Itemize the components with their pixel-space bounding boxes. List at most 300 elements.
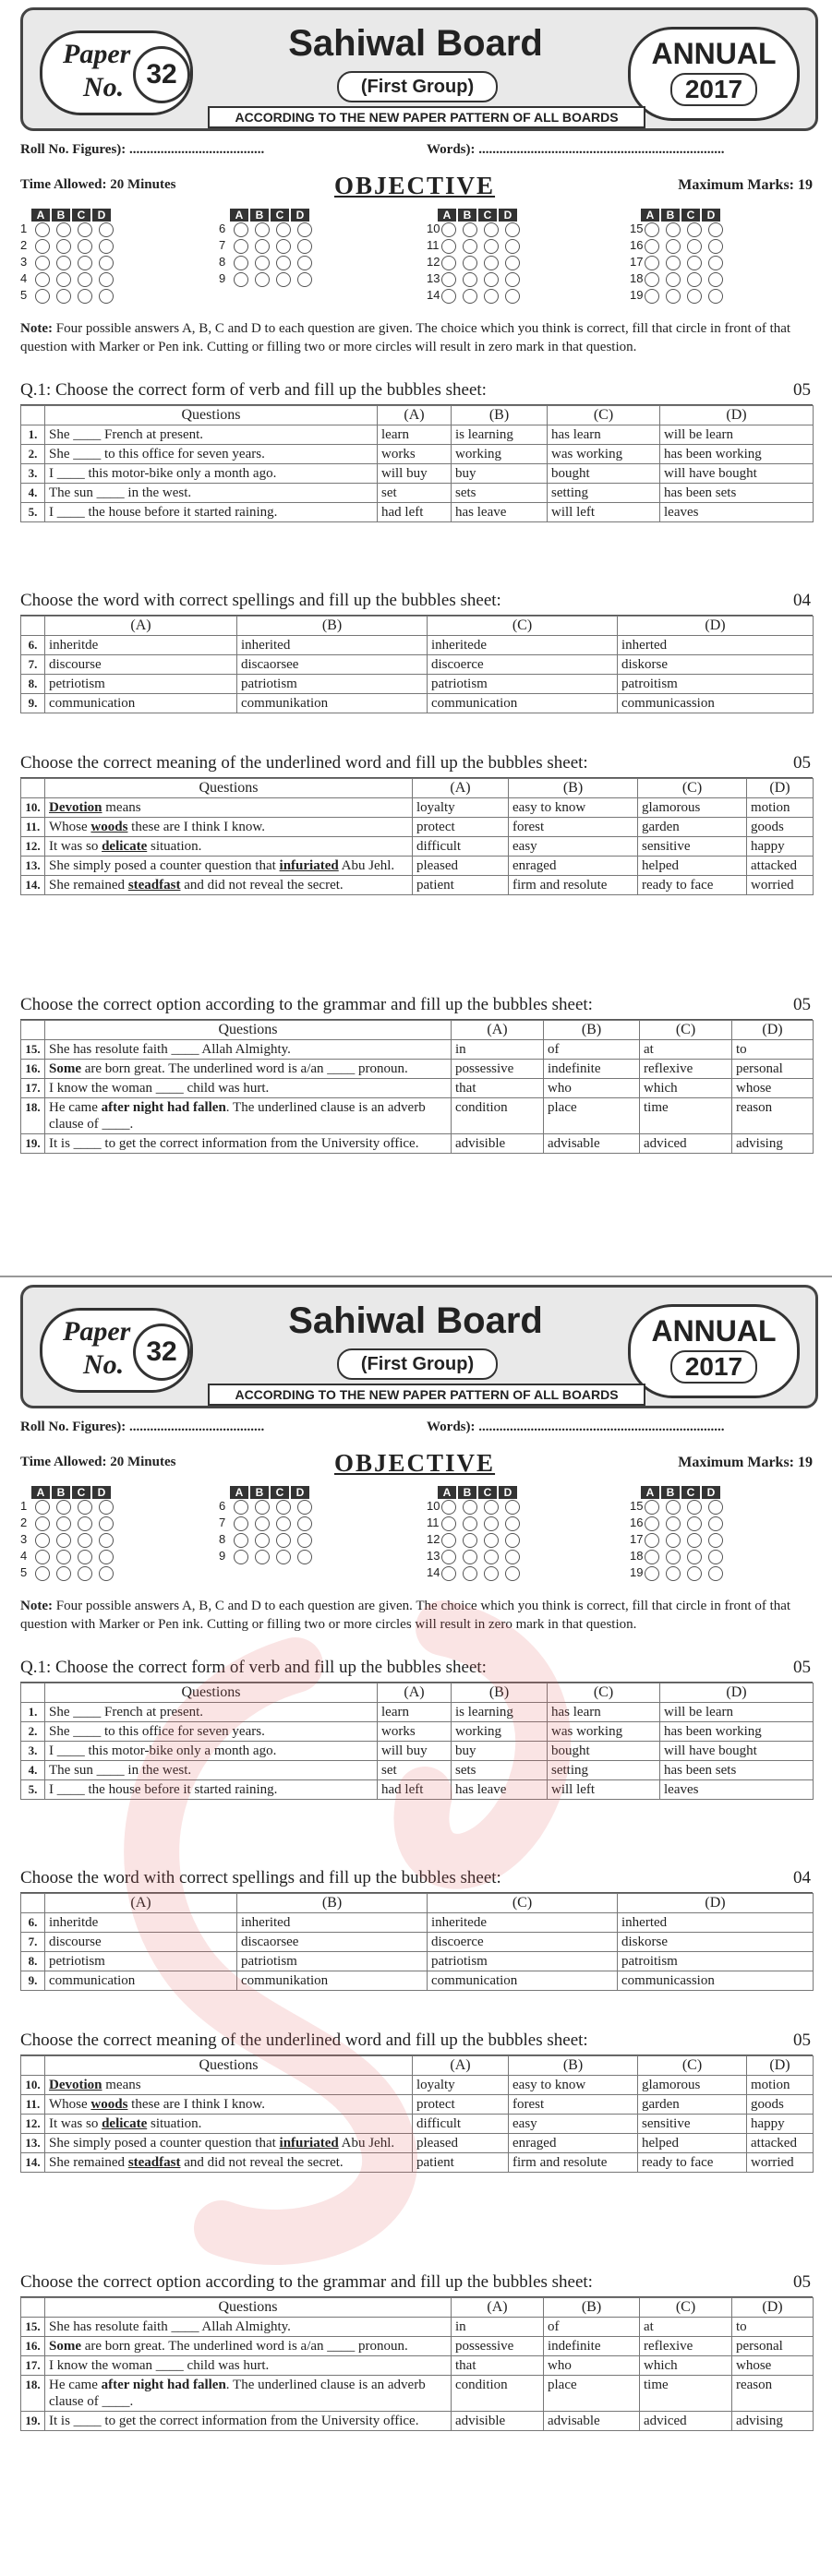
bubble-b[interactable]	[56, 256, 71, 270]
underlined-word: Some	[49, 1061, 81, 1076]
bubble-c[interactable]	[78, 1566, 92, 1581]
option-d: goods	[747, 2095, 814, 2115]
group-label: (First Group)	[337, 1348, 498, 1380]
option-d: will be learn	[660, 1703, 814, 1722]
bubble-d[interactable]	[505, 1566, 520, 1581]
bubble-c[interactable]	[687, 1533, 702, 1548]
bubble-d[interactable]	[297, 1516, 312, 1531]
bubble-d[interactable]	[99, 256, 114, 270]
bubble-b[interactable]	[56, 289, 71, 304]
bubble-d[interactable]	[708, 1566, 723, 1581]
bubble-number: 6	[219, 222, 226, 235]
column-header: (B)	[452, 406, 548, 425]
bubble-letter: D	[92, 1486, 111, 1499]
bubble-c[interactable]	[78, 1550, 92, 1564]
bubble-b[interactable]	[255, 1516, 270, 1531]
note-label: Note:	[20, 1599, 53, 1613]
column-header: (B)	[544, 2298, 640, 2318]
table-row	[21, 837, 814, 857]
bubble-c[interactable]	[484, 256, 499, 270]
bubble-a[interactable]	[35, 1550, 50, 1564]
bubble-a[interactable]	[645, 222, 659, 237]
bubble-c[interactable]	[276, 239, 291, 254]
bubble-b[interactable]	[56, 1500, 71, 1515]
underlined-word: infuriated	[279, 2136, 339, 2151]
bubble-c[interactable]	[484, 1500, 499, 1515]
option-c: patriotism	[428, 1952, 618, 1971]
option-b: easy	[509, 2115, 638, 2134]
column-header: (A)	[378, 1683, 452, 1703]
bubble-b[interactable]	[463, 1533, 477, 1548]
bubble-c[interactable]	[276, 1516, 291, 1531]
q2-marks: 04	[793, 591, 811, 610]
bubble-row	[219, 1532, 394, 1549]
bubble-letter: C	[271, 209, 289, 222]
bubble-c[interactable]	[687, 1550, 702, 1564]
option-d: attacked	[747, 857, 814, 876]
bubble-d[interactable]	[708, 1533, 723, 1548]
q4-marks: 05	[793, 2272, 811, 2292]
bubble-d[interactable]	[505, 1533, 520, 1548]
bubble-a[interactable]	[441, 239, 456, 254]
bubble-b[interactable]	[56, 1550, 71, 1564]
option-a: patient	[413, 2153, 509, 2173]
bubble-c[interactable]	[276, 272, 291, 287]
bubble-b[interactable]	[666, 239, 681, 254]
bubble-a[interactable]	[234, 256, 248, 270]
annual-label: ANNUAL	[651, 1314, 777, 1348]
option-a: protect	[413, 2095, 509, 2115]
bubble-a[interactable]	[35, 1533, 50, 1548]
bubble-c[interactable]	[276, 222, 291, 237]
bubble-row	[219, 1499, 394, 1516]
bubble-a[interactable]	[35, 222, 50, 237]
option-d: attacked	[747, 2134, 814, 2153]
bubble-d[interactable]	[99, 1516, 114, 1531]
bubble-c[interactable]	[78, 1516, 92, 1531]
question-number: 15.	[21, 2318, 45, 2337]
question-text: She ____ to this office for seven years.	[45, 1722, 378, 1742]
bubble-c[interactable]	[687, 239, 702, 254]
question-text: Some are born great. The underlined word is a/an ____ pronoun.	[45, 1060, 452, 1079]
table-row	[21, 2337, 814, 2356]
bubble-a[interactable]	[35, 1516, 50, 1531]
bubble-c[interactable]	[78, 256, 92, 270]
bubble-a[interactable]	[441, 256, 456, 270]
table-header	[21, 617, 814, 636]
option-c: patriotism	[428, 675, 618, 694]
paper-header	[20, 1285, 818, 1408]
column-header: (D)	[747, 779, 814, 798]
bubble-d[interactable]	[708, 256, 723, 270]
words-field[interactable]: Words): .......................................................................	[427, 142, 725, 157]
bubble-c[interactable]	[78, 222, 92, 237]
bubble-a[interactable]	[35, 239, 50, 254]
bubble-b[interactable]	[463, 1516, 477, 1531]
question-number: 6.	[21, 636, 45, 655]
bubble-a[interactable]	[234, 272, 248, 287]
bubble-d[interactable]	[708, 272, 723, 287]
bubble-d[interactable]	[708, 1500, 723, 1515]
column-header: (D)	[660, 1683, 814, 1703]
bubble-a[interactable]	[441, 1516, 456, 1531]
option-c: reflexive	[640, 1060, 732, 1079]
question-number: 12.	[21, 2115, 45, 2134]
bubble-c[interactable]	[276, 1500, 291, 1515]
section-title: OBJECTIVE	[334, 1449, 496, 1477]
column-header: (C)	[548, 406, 660, 425]
bubble-b[interactable]	[666, 289, 681, 304]
bubble-d[interactable]	[297, 239, 312, 254]
bubble-c[interactable]	[484, 1533, 499, 1548]
bubble-b[interactable]	[463, 256, 477, 270]
bubble-a[interactable]	[645, 1533, 659, 1548]
bubble-b[interactable]	[255, 1550, 270, 1564]
bubble-b[interactable]	[56, 272, 71, 287]
bubble-a[interactable]	[234, 222, 248, 237]
option-d: patroitism	[618, 1952, 814, 1971]
option-a: petriotism	[45, 1952, 237, 1971]
bubble-number: 8	[219, 255, 226, 269]
bubble-letter: C	[271, 1486, 289, 1499]
bubble-b[interactable]	[255, 256, 270, 270]
underlined-word: delicate	[102, 839, 148, 854]
year-label: 2017	[670, 73, 757, 106]
bubble-a[interactable]	[234, 239, 248, 254]
option-b: indefinite	[544, 2337, 640, 2356]
bubble-d[interactable]	[99, 1500, 114, 1515]
roll-no-field[interactable]: Roll No. Figures): .......................................	[20, 1420, 265, 1434]
bubble-b[interactable]	[463, 272, 477, 287]
bubble-d[interactable]	[99, 1550, 114, 1564]
bubble-c[interactable]	[276, 1550, 291, 1564]
bubble-number: 14	[427, 288, 440, 302]
q3-table	[20, 2055, 814, 2173]
option-c: garden	[638, 2095, 747, 2115]
bubble-b[interactable]	[463, 1550, 477, 1564]
bubble-c[interactable]	[276, 1533, 291, 1548]
bubble-c[interactable]	[78, 289, 92, 304]
tagline: ACCORDING TO THE NEW PAPER PATTERN OF ALL BOARDS	[208, 1384, 645, 1406]
question-text: The sun ____ in the west.	[45, 484, 378, 503]
option-d: patroitism	[618, 675, 814, 694]
bubble-b[interactable]	[255, 1500, 270, 1515]
question-text: It was so delicate situation.	[45, 837, 413, 857]
bubble-a[interactable]	[441, 289, 456, 304]
bubble-b[interactable]	[463, 1566, 477, 1581]
table-row	[21, 2318, 814, 2337]
bubble-b[interactable]	[666, 1550, 681, 1564]
option-c: glamorous	[638, 798, 747, 818]
year-label: 2017	[670, 1350, 757, 1384]
bubble-d[interactable]	[99, 1566, 114, 1581]
bubble-b[interactable]	[255, 239, 270, 254]
bubble-a[interactable]	[441, 272, 456, 287]
bubble-a[interactable]	[234, 1533, 248, 1548]
table-row	[21, 464, 814, 484]
bubble-c[interactable]	[484, 272, 499, 287]
bubble-a[interactable]	[645, 1566, 659, 1581]
bubble-c[interactable]	[484, 289, 499, 304]
bubble-d[interactable]	[708, 222, 723, 237]
bubble-c[interactable]	[687, 256, 702, 270]
bubble-a[interactable]	[645, 256, 659, 270]
bubble-c[interactable]	[78, 239, 92, 254]
table-row	[21, 1913, 814, 1933]
column-header: (A)	[413, 2056, 509, 2076]
bubble-a[interactable]	[234, 1550, 248, 1564]
bubble-a[interactable]	[441, 1533, 456, 1548]
bubble-c[interactable]	[687, 222, 702, 237]
table-row	[21, 1079, 814, 1098]
bubble-d[interactable]	[297, 222, 312, 237]
column-header: (C)	[638, 2056, 747, 2076]
option-a: works	[378, 445, 452, 464]
question-number: 19.	[21, 1134, 45, 1154]
bubble-d[interactable]	[297, 1550, 312, 1564]
underlined-clause: after night had fallen	[101, 1100, 226, 1115]
paper-number: 32	[133, 1324, 190, 1381]
table-row	[21, 445, 814, 464]
bubble-a[interactable]	[35, 1500, 50, 1515]
table-row	[21, 1060, 814, 1079]
bubble-row	[20, 1549, 196, 1565]
option-d: motion	[747, 2076, 814, 2095]
bubble-d[interactable]	[708, 289, 723, 304]
bubble-b[interactable]	[666, 222, 681, 237]
bubble-d[interactable]	[708, 239, 723, 254]
bubble-c[interactable]	[78, 1500, 92, 1515]
column-header: (C)	[428, 617, 618, 636]
bubble-c[interactable]	[484, 1550, 499, 1564]
bubble-row	[427, 271, 602, 288]
bubble-d[interactable]	[505, 1500, 520, 1515]
bubble-b[interactable]	[56, 239, 71, 254]
bubble-b[interactable]	[56, 222, 71, 237]
bubble-a[interactable]	[35, 289, 50, 304]
bubble-c[interactable]	[276, 256, 291, 270]
question-number: 14.	[21, 2153, 45, 2173]
bubble-c[interactable]	[78, 1533, 92, 1548]
q2-table	[20, 616, 814, 713]
option-b: of	[544, 2318, 640, 2337]
bubble-b[interactable]	[666, 272, 681, 287]
question-number: 17.	[21, 1079, 45, 1098]
bubble-number: 9	[219, 1549, 226, 1563]
option-c: bought	[548, 1742, 660, 1761]
question-text: She ____ French at present.	[45, 425, 378, 445]
bubble-c[interactable]	[687, 1500, 702, 1515]
option-a: communication	[45, 1971, 237, 1991]
option-b: indefinite	[544, 1060, 640, 1079]
option-a: that	[452, 2356, 544, 2376]
bubble-c[interactable]	[484, 1566, 499, 1581]
q4-section	[20, 2272, 813, 2431]
bubble-c[interactable]	[484, 239, 499, 254]
bubble-a[interactable]	[441, 1500, 456, 1515]
option-c: communication	[428, 1971, 618, 1991]
bubble-number: 16	[630, 238, 644, 252]
question-text: I ____ this motor-bike only a month ago.	[45, 464, 378, 484]
bubble-a[interactable]	[441, 1550, 456, 1564]
annual-badge	[628, 27, 800, 121]
bubble-d[interactable]	[505, 222, 520, 237]
bubble-a[interactable]	[35, 256, 50, 270]
bubble-c[interactable]	[687, 1566, 702, 1581]
bubble-letter: C	[478, 209, 497, 222]
bubble-b[interactable]	[56, 1533, 71, 1548]
bubble-b[interactable]	[255, 272, 270, 287]
q1-title-row	[20, 1658, 813, 1683]
bubble-d[interactable]	[297, 1533, 312, 1548]
bubble-row	[20, 271, 196, 288]
question-number: 11.	[21, 2095, 45, 2115]
bubble-d[interactable]	[505, 239, 520, 254]
bubble-letter: B	[52, 209, 70, 222]
bubble-letter: C	[681, 209, 700, 222]
bubble-letter: B	[661, 209, 680, 222]
table-header	[21, 2056, 814, 2076]
option-b: firm and resolute	[509, 2153, 638, 2173]
column-header: Questions	[45, 1021, 452, 1040]
bubble-a[interactable]	[645, 1500, 659, 1515]
option-b: buy	[452, 464, 548, 484]
question-number: 16.	[21, 2337, 45, 2356]
bubble-c[interactable]	[484, 222, 499, 237]
no-label: No.	[83, 1349, 125, 1380]
roll-row	[20, 142, 813, 158]
bubble-d[interactable]	[297, 1500, 312, 1515]
bubble-a[interactable]	[645, 272, 659, 287]
q2-table	[20, 1893, 814, 1991]
q4-title-row	[20, 2272, 813, 2297]
bubble-b[interactable]	[463, 239, 477, 254]
bubble-d[interactable]	[99, 1533, 114, 1548]
bubble-b[interactable]	[666, 1566, 681, 1581]
question-text: I ____ the house before it started raining.	[45, 503, 378, 522]
question-number: 4.	[21, 484, 45, 503]
bubble-number: 5	[20, 288, 28, 302]
bubble-row	[20, 1565, 196, 1582]
option-a: inheritde	[45, 636, 237, 655]
bubble-b[interactable]	[666, 256, 681, 270]
bubble-b[interactable]	[463, 289, 477, 304]
option-d: happy	[747, 2115, 814, 2134]
bubble-a[interactable]	[234, 1500, 248, 1515]
option-c: discoerce	[428, 1933, 618, 1952]
option-c: adviced	[640, 1134, 732, 1154]
bubble-b[interactable]	[666, 1500, 681, 1515]
bubble-d[interactable]	[708, 1550, 723, 1564]
bubble-d[interactable]	[99, 222, 114, 237]
q3-section	[20, 753, 813, 895]
q3-section	[20, 2031, 813, 2173]
bubble-a[interactable]	[35, 1566, 50, 1581]
q1-marks: 05	[793, 1658, 811, 1677]
bubble-a[interactable]	[441, 222, 456, 237]
option-b: is learning	[452, 1703, 548, 1722]
bubble-b[interactable]	[56, 1566, 71, 1581]
option-d: whose	[732, 1079, 814, 1098]
bubble-b[interactable]	[255, 1533, 270, 1548]
bubble-number: 11	[427, 1516, 440, 1529]
bubble-a[interactable]	[645, 1516, 659, 1531]
bubble-b[interactable]	[666, 1516, 681, 1531]
option-a: will buy	[378, 1742, 452, 1761]
bubble-number: 6	[219, 1499, 226, 1513]
bubble-d[interactable]	[297, 256, 312, 270]
q4-title: Choose the correct option according to the grammar and fill up the bubbles sheet:	[20, 2272, 593, 2292]
bubble-a[interactable]	[645, 1550, 659, 1564]
words-field[interactable]: Words): .......................................................................	[427, 1420, 725, 1434]
bubble-b[interactable]	[255, 222, 270, 237]
question-text: She remained steadfast and did not reveal the secret.	[45, 2153, 413, 2173]
column-header: (C)	[548, 1683, 660, 1703]
bubble-b[interactable]	[463, 1500, 477, 1515]
bubble-letter: D	[702, 209, 720, 222]
roll-no-field[interactable]: Roll No. Figures): .......................................	[20, 142, 265, 157]
bubble-d[interactable]	[505, 289, 520, 304]
option-d: has been working	[660, 445, 814, 464]
option-b: of	[544, 1040, 640, 1060]
bubble-row	[630, 238, 805, 255]
bubble-a[interactable]	[234, 1516, 248, 1531]
bubble-a[interactable]	[645, 289, 659, 304]
bubble-d[interactable]	[708, 1516, 723, 1531]
bubble-c[interactable]	[687, 1516, 702, 1531]
bubble-d[interactable]	[505, 1550, 520, 1564]
q2-marks: 04	[793, 1868, 811, 1887]
bubble-row	[630, 271, 805, 288]
bubble-letter: A	[31, 1486, 50, 1499]
q1-title-row	[20, 380, 813, 405]
question-number: 13.	[21, 857, 45, 876]
bubble-d[interactable]	[505, 272, 520, 287]
bubble-b[interactable]	[666, 1533, 681, 1548]
bubble-letter: B	[458, 209, 476, 222]
bubble-d[interactable]	[99, 289, 114, 304]
bubble-b[interactable]	[56, 1516, 71, 1531]
option-d: reason	[732, 1098, 814, 1134]
bubble-row	[219, 1549, 394, 1565]
bubble-c[interactable]	[78, 272, 92, 287]
bubble-number: 7	[219, 238, 226, 252]
option-c: setting	[548, 1761, 660, 1780]
note-text: Four possible answers A, B, C and D to each question are given. The choice which you think is correct, fill that circle in front of that question with Marker or Pen ink. Cutting or filling two or more circles will result in zero mark in that question.	[20, 1599, 791, 1632]
bubble-c[interactable]	[687, 289, 702, 304]
option-d: has been sets	[660, 1761, 814, 1780]
bubble-d[interactable]	[505, 256, 520, 270]
board-name: Sahiwal Board	[288, 1300, 543, 1341]
underlined-word: woods	[90, 820, 128, 834]
table-row	[21, 1134, 814, 1154]
question-text: She has resolute faith ____ Allah Almighty.	[45, 1040, 452, 1060]
bubble-a[interactable]	[35, 272, 50, 287]
q4-title: Choose the correct option according to the grammar and fill up the bubbles sheet:	[20, 995, 593, 1014]
bubble-b[interactable]	[463, 222, 477, 237]
bubble-d[interactable]	[99, 239, 114, 254]
bubble-a[interactable]	[645, 239, 659, 254]
option-d: whose	[732, 2356, 814, 2376]
bubble-a[interactable]	[441, 1566, 456, 1581]
bubble-d[interactable]	[297, 272, 312, 287]
bubble-d[interactable]	[505, 1516, 520, 1531]
option-c: helped	[638, 2134, 747, 2153]
bubble-c[interactable]	[484, 1516, 499, 1531]
bubble-c[interactable]	[687, 272, 702, 287]
bubble-row	[427, 1499, 602, 1516]
bubble-d[interactable]	[99, 272, 114, 287]
